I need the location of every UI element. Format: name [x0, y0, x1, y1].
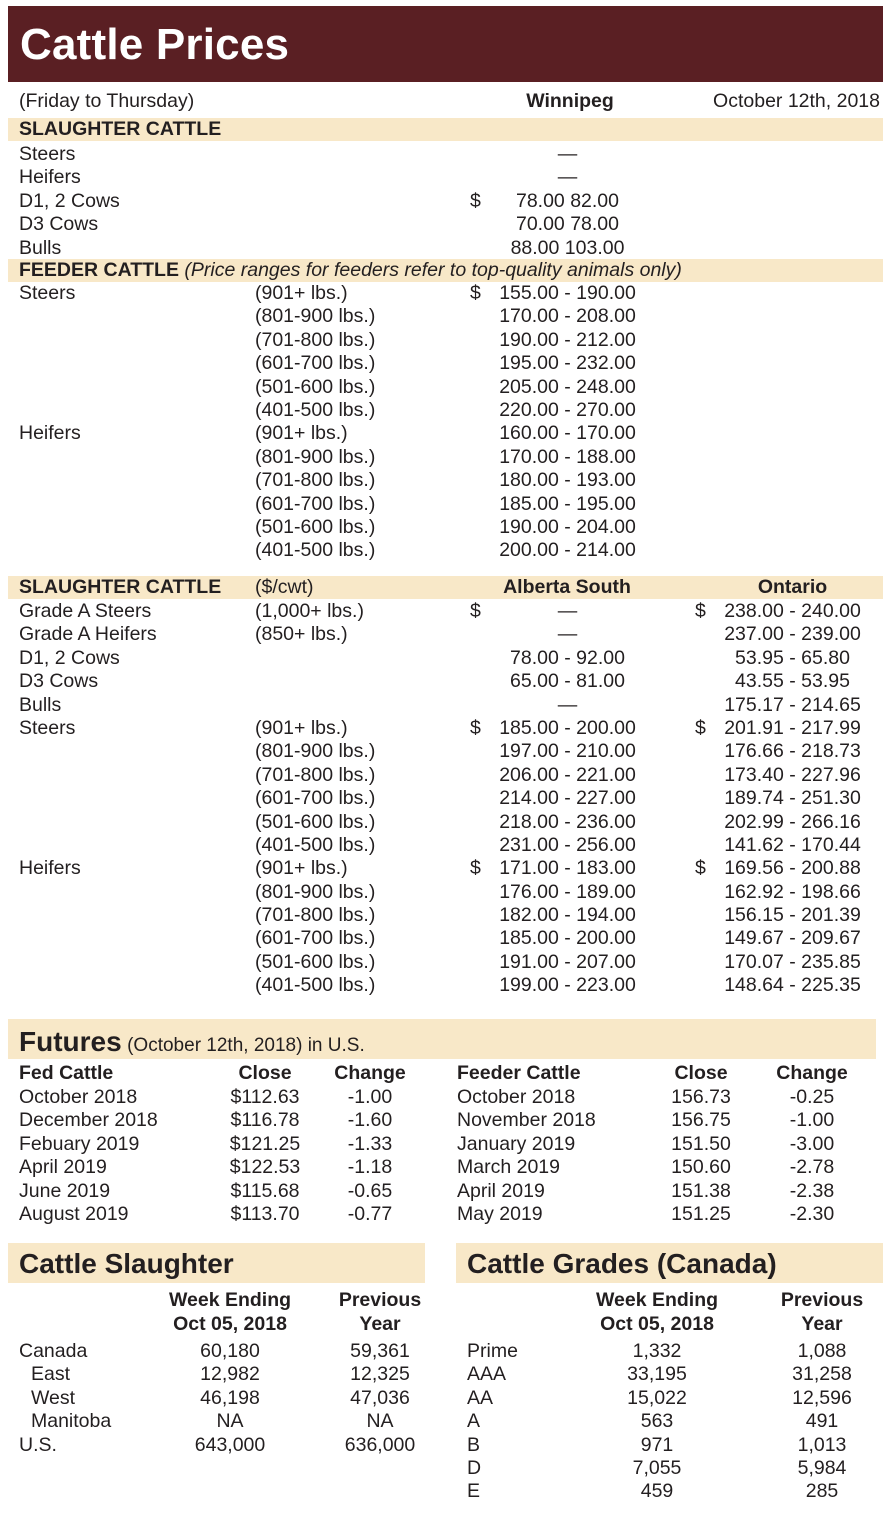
row-label: Bulls — [19, 236, 62, 259]
price-change: -2.30 — [789, 1202, 835, 1225]
week-ending-count: 563 — [640, 1410, 674, 1433]
grade-label: B — [467, 1433, 481, 1456]
weight-class: (850+ lbs.) — [255, 623, 348, 646]
table-row — [0, 329, 890, 352]
on-price-range: 173.40 - 227.96 — [724, 763, 861, 786]
winnipeg-slaughter-table — [0, 143, 890, 260]
previous-year-count: 59,361 — [350, 1340, 410, 1362]
dollar-sign: $ — [470, 282, 481, 304]
table-row — [0, 600, 890, 623]
weight-class: (901+ lbs.) — [255, 857, 348, 880]
feeder-table — [0, 282, 890, 563]
table-row — [0, 904, 890, 927]
ab-dollar-sign: $ — [470, 716, 481, 739]
on-price-range: 141.62 - 170.44 — [724, 833, 861, 856]
contract-month: Febuary 2019 — [19, 1132, 140, 1155]
table-row — [0, 190, 890, 213]
close-price: $116.78 — [230, 1109, 300, 1132]
contract-month: August 2019 — [19, 1202, 129, 1225]
week-ending-count: 33,195 — [627, 1363, 687, 1386]
weight-class: (901+ lbs.) — [255, 422, 348, 445]
weight-class: (401-500 lbs.) — [255, 974, 376, 997]
futures-title: Futures — [19, 1026, 122, 1057]
row-label: Heifers — [19, 422, 81, 445]
row-label: Bulls — [19, 693, 62, 716]
table-row — [0, 1156, 445, 1179]
feeder-futures-table — [445, 1086, 890, 1226]
table-row — [0, 834, 890, 857]
price-change: -1.00 — [347, 1086, 393, 1108]
futures-title-line — [19, 1027, 365, 1061]
table-row — [0, 1109, 445, 1132]
on-dollar-sign: $ — [695, 600, 706, 622]
table-row — [0, 493, 890, 516]
slaughter-col1-line1: Week Ending — [168, 1289, 292, 1311]
ab-price-range: — — [557, 693, 578, 716]
contract-month: December 2018 — [19, 1109, 158, 1132]
table-row — [0, 422, 890, 445]
weight-class: (901+ lbs.) — [255, 716, 348, 739]
grades-table — [445, 1340, 890, 1504]
table-row — [445, 1109, 890, 1132]
ab-price-range: 185.00 - 200.00 — [499, 927, 636, 950]
row-label: D3 Cows — [19, 670, 99, 693]
close-price: 156.75 — [671, 1109, 731, 1132]
date-label: October 12th, 2018 — [713, 90, 880, 112]
ab-price-range: — — [557, 623, 578, 646]
price-range: 155.00 - 190.00 — [499, 282, 636, 304]
weight-class: (501-600 lbs.) — [255, 950, 376, 973]
price-range: 185.00 - 195.00 — [499, 492, 636, 515]
region-label: Canada — [19, 1340, 88, 1362]
region-label: East — [31, 1363, 71, 1386]
ab-price-range: 231.00 - 256.00 — [499, 833, 636, 856]
row-label: Grade A Steers — [19, 600, 152, 622]
ab-price-range: 65.00 - 81.00 — [510, 670, 625, 693]
on-price-range: 149.67 - 209.67 — [724, 927, 861, 950]
table-row — [445, 1156, 890, 1179]
region-label: U.S. — [19, 1433, 57, 1456]
previous-year-count: 12,325 — [350, 1363, 410, 1386]
slaughter-col2-line2: Year — [359, 1313, 401, 1335]
table-row — [0, 881, 890, 904]
table-row — [445, 1133, 890, 1156]
weight-class: (601-700 lbs.) — [255, 492, 376, 515]
table-row — [0, 623, 890, 646]
ab-on-unit: ($/cwt) — [255, 576, 314, 598]
close-price: $113.70 — [230, 1202, 300, 1225]
ab-price-range: 214.00 - 227.00 — [499, 787, 636, 810]
price-change: -0.77 — [347, 1202, 393, 1225]
slaughter-table — [0, 1340, 445, 1457]
table-row — [0, 1203, 445, 1226]
ab-price-range: 199.00 - 223.00 — [499, 974, 636, 997]
table-row — [0, 166, 890, 189]
weight-class: (1,000+ lbs.) — [255, 600, 364, 622]
ab-price-range: 218.00 - 236.00 — [499, 810, 636, 833]
ab-price-range: 182.00 - 194.00 — [499, 904, 636, 927]
table-row — [0, 1086, 445, 1109]
on-price-range: 175.17 - 214.65 — [724, 693, 861, 716]
row-label: Grade A Heifers — [19, 623, 157, 646]
table-row — [445, 1480, 890, 1503]
close-price: 151.50 — [671, 1132, 731, 1155]
previous-year-count: 285 — [805, 1480, 839, 1503]
table-row — [0, 1133, 445, 1156]
table-row — [0, 787, 890, 810]
table-row — [0, 376, 890, 399]
on-price-range: 237.00 - 239.00 — [724, 623, 861, 646]
price-change: -1.60 — [347, 1109, 393, 1132]
week-ending-count: NA — [216, 1410, 244, 1433]
grades-col1-line2: Oct 05, 2018 — [600, 1313, 714, 1335]
close-price: $122.53 — [229, 1156, 301, 1179]
price-range: — — [557, 143, 578, 165]
on-price-range: 238.00 - 240.00 — [724, 600, 861, 622]
slaughter-col2-line1: Previous — [338, 1289, 422, 1311]
table-row — [0, 670, 890, 693]
price-change: -3.00 — [789, 1132, 835, 1155]
on-price-range: 53.95 - 65.80 — [735, 646, 850, 669]
table-row — [0, 764, 890, 787]
previous-year-count: 12,596 — [792, 1386, 852, 1409]
contract-month: March 2019 — [457, 1156, 560, 1179]
feeder-heading: FEEDER CATTLE — [19, 259, 179, 281]
price-range: 160.00 - 170.00 — [499, 422, 636, 445]
table-row — [0, 143, 890, 166]
ab-dollar-sign: $ — [470, 857, 481, 880]
week-ending-count: 7,055 — [632, 1456, 682, 1479]
week-ending-count: 971 — [640, 1433, 674, 1456]
table-row — [445, 1086, 890, 1109]
week-ending-count: 643,000 — [194, 1433, 266, 1456]
weight-class: (601-700 lbs.) — [255, 927, 376, 950]
table-row — [445, 1410, 890, 1433]
fed-close-header: Close — [238, 1062, 292, 1084]
table-row — [0, 469, 890, 492]
price-range: — — [557, 166, 578, 189]
weight-class: (701-800 lbs.) — [255, 328, 376, 351]
price-range: 170.00 - 188.00 — [499, 445, 636, 468]
row-label: Steers — [19, 282, 76, 304]
winnipeg-slaughter-heading: SLAUGHTER CATTLE — [19, 118, 222, 140]
row-label: D3 Cows — [19, 213, 99, 236]
weight-class: (601-700 lbs.) — [255, 787, 376, 810]
table-row — [0, 539, 890, 562]
contract-month: October 2018 — [457, 1086, 576, 1108]
table-row — [0, 740, 890, 763]
on-price-range: 43.55 - 53.95 — [735, 670, 850, 693]
feeder-change-header: Change — [776, 1062, 848, 1084]
row-label: Heifers — [19, 166, 81, 189]
grades-col2-line1: Previous — [780, 1289, 864, 1311]
weight-class: (701-800 lbs.) — [255, 763, 376, 786]
table-row — [0, 951, 890, 974]
on-price-range: 170.07 - 235.85 — [724, 950, 861, 973]
region-label: Manitoba — [31, 1410, 112, 1433]
table-row — [0, 516, 890, 539]
week-ending-count: 459 — [640, 1480, 674, 1503]
weight-class: (401-500 lbs.) — [255, 539, 376, 562]
price-range: 190.00 - 212.00 — [499, 328, 636, 351]
ab-price-range: 171.00 - 183.00 — [499, 857, 636, 880]
grade-label: A — [467, 1410, 481, 1433]
week-ending-count: 60,180 — [200, 1340, 260, 1362]
week-ending-count: 46,198 — [200, 1386, 260, 1409]
table-row — [0, 1410, 445, 1433]
grade-label: AA — [467, 1386, 494, 1409]
table-row — [0, 1363, 445, 1386]
close-price: $121.25 — [229, 1132, 301, 1155]
weight-class: (401-500 lbs.) — [255, 398, 376, 421]
price-change: -2.78 — [789, 1156, 835, 1179]
previous-year-count: 1,013 — [797, 1433, 847, 1456]
previous-year-count: 31,258 — [792, 1363, 852, 1386]
grade-label: Prime — [467, 1340, 518, 1362]
weight-class: (701-800 lbs.) — [255, 904, 376, 927]
grade-label: E — [467, 1480, 481, 1503]
ab-column-header: Alberta South — [503, 576, 631, 598]
price-change: -1.18 — [347, 1156, 393, 1179]
slaughter-col1-line2: Oct 05, 2018 — [173, 1313, 287, 1335]
previous-year-count: 47,036 — [350, 1386, 410, 1409]
price-range: 220.00 - 270.00 — [499, 398, 636, 421]
row-label: D1, 2 Cows — [19, 646, 120, 669]
fed-change-header: Change — [334, 1062, 406, 1084]
table-row — [0, 857, 890, 880]
title-bar — [8, 6, 883, 82]
weight-class: (801-900 lbs.) — [255, 880, 376, 903]
grades-title: Cattle Grades (Canada) — [467, 1248, 777, 1279]
price-range: 200.00 - 214.00 — [499, 539, 636, 562]
price-change: -2.38 — [789, 1179, 835, 1202]
ab-price-range: 185.00 - 200.00 — [499, 716, 636, 739]
contract-month: June 2019 — [19, 1179, 111, 1202]
on-price-range: 156.15 - 201.39 — [724, 904, 861, 927]
row-label: Heifers — [19, 857, 81, 880]
table-row — [0, 927, 890, 950]
price-change: -1.00 — [789, 1109, 835, 1132]
week-ending-count: 15,022 — [627, 1386, 687, 1409]
feeder-close-header: Close — [674, 1062, 728, 1084]
on-dollar-sign: $ — [695, 716, 706, 739]
previous-year-count: 5,984 — [797, 1456, 847, 1479]
dollar-sign: $ — [470, 189, 481, 212]
table-row — [0, 1387, 445, 1410]
week-ending-count: 12,982 — [200, 1363, 260, 1386]
table-row — [445, 1203, 890, 1226]
table-row — [0, 694, 890, 717]
table-row — [0, 282, 890, 305]
slaughter-title: Cattle Slaughter — [19, 1248, 234, 1279]
contract-month: April 2019 — [457, 1179, 545, 1202]
table-row — [0, 1434, 445, 1457]
on-price-range: 202.99 - 266.16 — [724, 810, 861, 833]
price-change: -0.25 — [789, 1086, 835, 1108]
weight-class: (801-900 lbs.) — [255, 305, 376, 328]
price-change: -0.65 — [347, 1179, 393, 1202]
price-range: 170.00 - 208.00 — [499, 305, 636, 328]
contract-month: May 2019 — [457, 1202, 543, 1225]
market-label: Winnipeg — [526, 90, 614, 112]
table-row — [0, 213, 890, 236]
previous-year-count: 491 — [805, 1410, 839, 1433]
contract-month: October 2018 — [19, 1086, 138, 1108]
previous-year-count: NA — [366, 1410, 394, 1433]
ab-price-range: 206.00 - 221.00 — [499, 763, 636, 786]
close-price: $115.68 — [230, 1179, 300, 1202]
price-range: 70.00 78.00 — [515, 213, 619, 236]
row-label: Steers — [19, 716, 76, 739]
weight-class: (501-600 lbs.) — [255, 810, 376, 833]
contract-month: January 2019 — [457, 1132, 576, 1155]
price-range: 88.00 103.00 — [510, 236, 625, 259]
ab-dollar-sign: $ — [470, 600, 481, 622]
on-price-range: 162.92 - 198.66 — [724, 880, 861, 903]
feeder-heading-line — [19, 259, 682, 282]
price-range: 205.00 - 248.00 — [499, 375, 636, 398]
close-price: 150.60 — [671, 1156, 731, 1179]
on-dollar-sign: $ — [695, 857, 706, 880]
weight-class: (501-600 lbs.) — [255, 515, 376, 538]
close-price: 151.38 — [671, 1179, 731, 1202]
previous-year-count: 636,000 — [344, 1433, 416, 1456]
period-label: (Friday to Thursday) — [19, 90, 195, 112]
table-row — [0, 399, 890, 422]
grades-col2-line2: Year — [801, 1313, 843, 1335]
weight-class: (601-700 lbs.) — [255, 352, 376, 375]
table-row — [445, 1180, 890, 1203]
table-row — [0, 717, 890, 740]
table-row — [445, 1434, 890, 1457]
weight-class: (401-500 lbs.) — [255, 833, 376, 856]
ab-price-range: 197.00 - 210.00 — [499, 740, 636, 763]
weight-class: (901+ lbs.) — [255, 282, 348, 304]
grade-label: AAA — [467, 1363, 507, 1386]
row-label: D1, 2 Cows — [19, 189, 120, 212]
row-label: Steers — [19, 143, 76, 165]
ab-price-range: 176.00 - 189.00 — [499, 880, 636, 903]
contract-month: November 2018 — [457, 1109, 596, 1132]
week-ending-count: 1,332 — [632, 1340, 682, 1362]
previous-year-count: 1,088 — [797, 1340, 847, 1362]
table-row — [445, 1340, 890, 1363]
price-range: 180.00 - 193.00 — [499, 469, 636, 492]
price-range: 190.00 - 204.00 — [499, 515, 636, 538]
table-row — [0, 1340, 445, 1363]
table-row — [0, 352, 890, 375]
on-column-header: Ontario — [757, 576, 828, 598]
futures-subtitle: (October 12th, 2018) in U.S. — [127, 1035, 365, 1056]
ab-on-heading: SLAUGHTER CATTLE — [19, 576, 222, 598]
price-range: 195.00 - 232.00 — [499, 352, 636, 375]
feeder-note: (Price ranges for feeders refer to top-quality animals only) — [184, 259, 682, 281]
grades-col1-line1: Week Ending — [595, 1289, 719, 1311]
fed-cattle-heading: Fed Cattle — [19, 1062, 114, 1084]
table-row — [0, 811, 890, 834]
ab-price-range: — — [557, 600, 578, 622]
page-title: Cattle Prices — [20, 20, 290, 69]
weight-class: (501-600 lbs.) — [255, 375, 376, 398]
weight-class: (801-900 lbs.) — [255, 740, 376, 763]
table-row — [0, 1180, 445, 1203]
on-price-range: 176.66 - 218.73 — [724, 740, 861, 763]
close-price: 156.73 — [671, 1086, 731, 1108]
table-row — [0, 305, 890, 328]
table-row — [445, 1387, 890, 1410]
weight-class: (701-800 lbs.) — [255, 469, 376, 492]
contract-month: April 2019 — [19, 1156, 107, 1179]
table-row — [445, 1457, 890, 1480]
table-row — [0, 647, 890, 670]
on-price-range: 148.64 - 225.35 — [724, 974, 861, 997]
price-change: -1.33 — [347, 1132, 393, 1155]
price-range: 78.00 82.00 — [515, 189, 619, 212]
on-price-range: 201.91 - 217.99 — [724, 716, 861, 739]
close-price: 151.25 — [671, 1202, 731, 1225]
table-row — [0, 974, 890, 997]
feeder-cattle-heading: Feeder Cattle — [457, 1062, 581, 1084]
ab-on-table — [0, 600, 890, 998]
on-price-range: 189.74 - 251.30 — [724, 787, 861, 810]
ab-price-range: 78.00 - 92.00 — [510, 646, 625, 669]
table-row — [445, 1363, 890, 1386]
weight-class: (801-900 lbs.) — [255, 445, 376, 468]
table-row — [0, 446, 890, 469]
region-label: West — [31, 1386, 76, 1409]
ab-price-range: 191.00 - 207.00 — [499, 950, 636, 973]
grade-label: D — [467, 1456, 482, 1479]
on-price-range: 169.56 - 200.88 — [724, 857, 861, 880]
table-row — [0, 237, 890, 260]
fed-cattle-table — [0, 1086, 445, 1226]
close-price: $112.63 — [230, 1086, 300, 1108]
